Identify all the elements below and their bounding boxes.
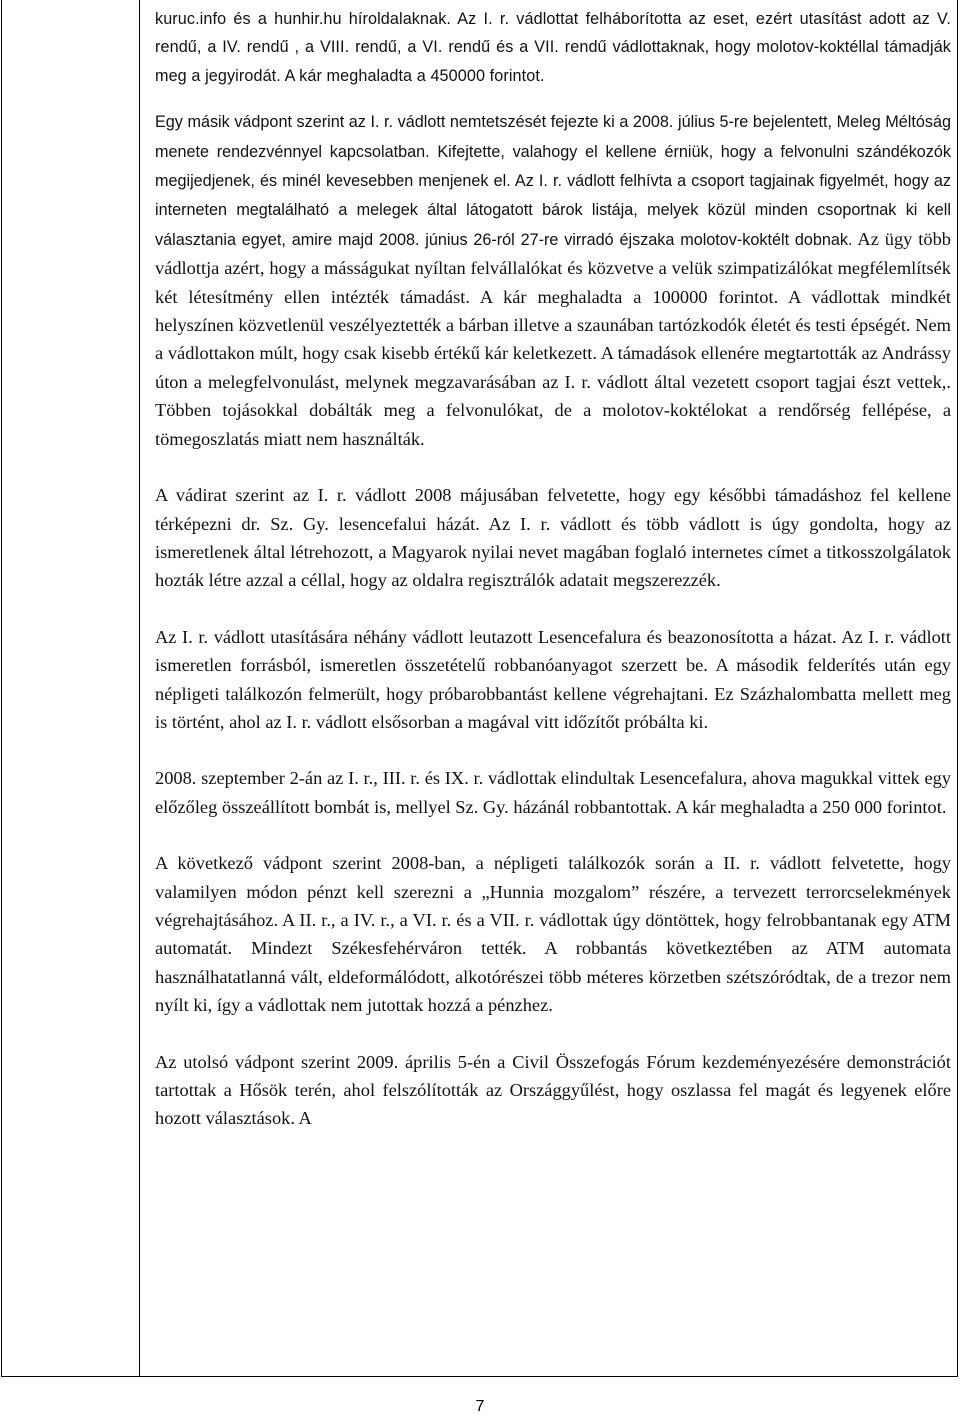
paragraph-4: Az I. r. vádlott utasítására néhány vádlott leutazott Lesencefalura és beazonosította a házat. Az I. r. vádlott ismeretlen forrásból, ismeretlen összetételű robbanóanyagot szerzett be. A második felderítés után egy népligeti találkozón felmerült, hogy próbarobbantást kellene végrehajtani. Ez Százhalombatta mellett meg is történt, ahol az I. r. vádlott elsősorban a magával vitt időzítőt próbálta ki. xyxy=(155,626,951,732)
paragraph-2-sans-part: Egy másik vádpont szerint az I. r. vádlott nemtetszését fejezte ki a 2008. július 5-re bejelentett, Meleg Méltóság menete rendezvénnyel kapcsolatban. Kifejtette, valahogy el kellene érniük, hogy a felvonulni szándékozók megijedjenek, és minél kevesebben menjenek el. Az I. r. vádlott felhívta a csoport tagjainak figyelmét, hogy az interneten megtalálható a melegek által látogatott bárok listája, melyek közül minden csoportnak ki kell választania egyet, amire majd 2008. június 26-ról 27-re virradó éjszaka molotov-koktélt dobnak. xyxy=(155,113,951,249)
paragraph-2-serif-part: Az ügy több vádlottja azért, hogy a másságukat nyíltan felvállalókat és közvetve a velük szimpatizálókat megfélemlítsék két létesítmény ellen intézték támadást. A kár meghaladta a 100000 forintot. A vádlottak mindkét helyszínen közvetlenül veszélyeztették a bárban illetve a szaunában tartózkodók életét és testi épségét. Nem a vádlottakon múlt, hogy csak kisebb értékű kár keletkezett. A támadások ellenére megtartották az Andrássy úton a melegfelvonulást, melynek megzavarásában az I. r. vádlott által vezetett csoport tagjai észt vettek,. Többen tojásokkal dobálták meg a felvonulókat, de a molotov-koktélokat a rendőrség fellépése, a tömegoszlatás miatt nem használták. xyxy=(155,228,951,449)
paragraph-2 xyxy=(155,107,951,453)
document-body xyxy=(155,5,951,1133)
paragraph-1: kuruc.info és a hunhir.hu híroldalaknak. Az I. r. vádlottat felháborította az eset, ezért utasítást adott az V. rendű, a IV. rendű , a VIII. rendű, a VI. rendű és a VII. rendű vádlottaknak, hogy molotov-koktéllal támadják meg a jegyirodát. A kár meghaladta a 450000 forintot. xyxy=(155,10,951,85)
paragraph-3: A vádirat szerint az I. r. vádlott 2008 májusában felvetette, hogy egy későbbi támadáshoz fel kellene térképezni dr. Sz. Gy. lesencefalui házát. Az I. r. vádlott és több vádlott is úgy gondolta, hogy az ismeretlenek által létrehozott, a Magyarok nyilai nevet magában foglaló internetes címet a titkosszolgálatok hozták létre azzal a céllal, hogy az oldalra regisztrálók adatait megszerezzék. xyxy=(155,485,951,591)
left-inner-border xyxy=(139,0,140,1377)
right-border xyxy=(957,0,958,1377)
paragraph-7: Az utolsó vádpont szerint 2009. április 5-én a Civil Összefogás Fórum kezdeményezésére demonstrációt tartottak a Hősök terén, ahol felszólították az Országgyűlést, hogy oszlassa fel magát és legyenek előre hozott választások. A xyxy=(155,1051,951,1129)
left-outer-border xyxy=(1,0,2,1377)
paragraph-6: A következő vádpont szerint 2008-ban, a népligeti találkozók során a II. r. vádlott felvetette, hogy valamilyen módon pénzt kell szerezni a „Hunnia mozgalom” részére, a tervezett terrorcselekmények végrehajtásához. A II. r., a IV. r., a VI. r. és a VII. r. vádlottak úgy döntöttek, hogy felrobbantanak egy ATM automatát. Mindezt Székesfehérváron tették. A robbantás következtében az ATM automata használhatatlanná vált, eldeformálódott, alkotórészei több méteres körzetben szétszóródtak, de a trezor nem nyílt ki, így a vádlottak nem jutottak hozzá a pénzhez. xyxy=(155,853,951,1016)
bottom-border xyxy=(1,1376,958,1377)
page-number: 7 xyxy=(475,1398,485,1415)
paragraph-5: 2008. szeptember 2-án az I. r., III. r. és IX. r. vádlottak elindultak Lesencefalura, ahova magukkal vittek egy előzőleg összeállított bombát is, mellyel Sz. Gy. házánál robbantottak. A kár meghaladta a 250 000 forintot. xyxy=(155,768,951,817)
